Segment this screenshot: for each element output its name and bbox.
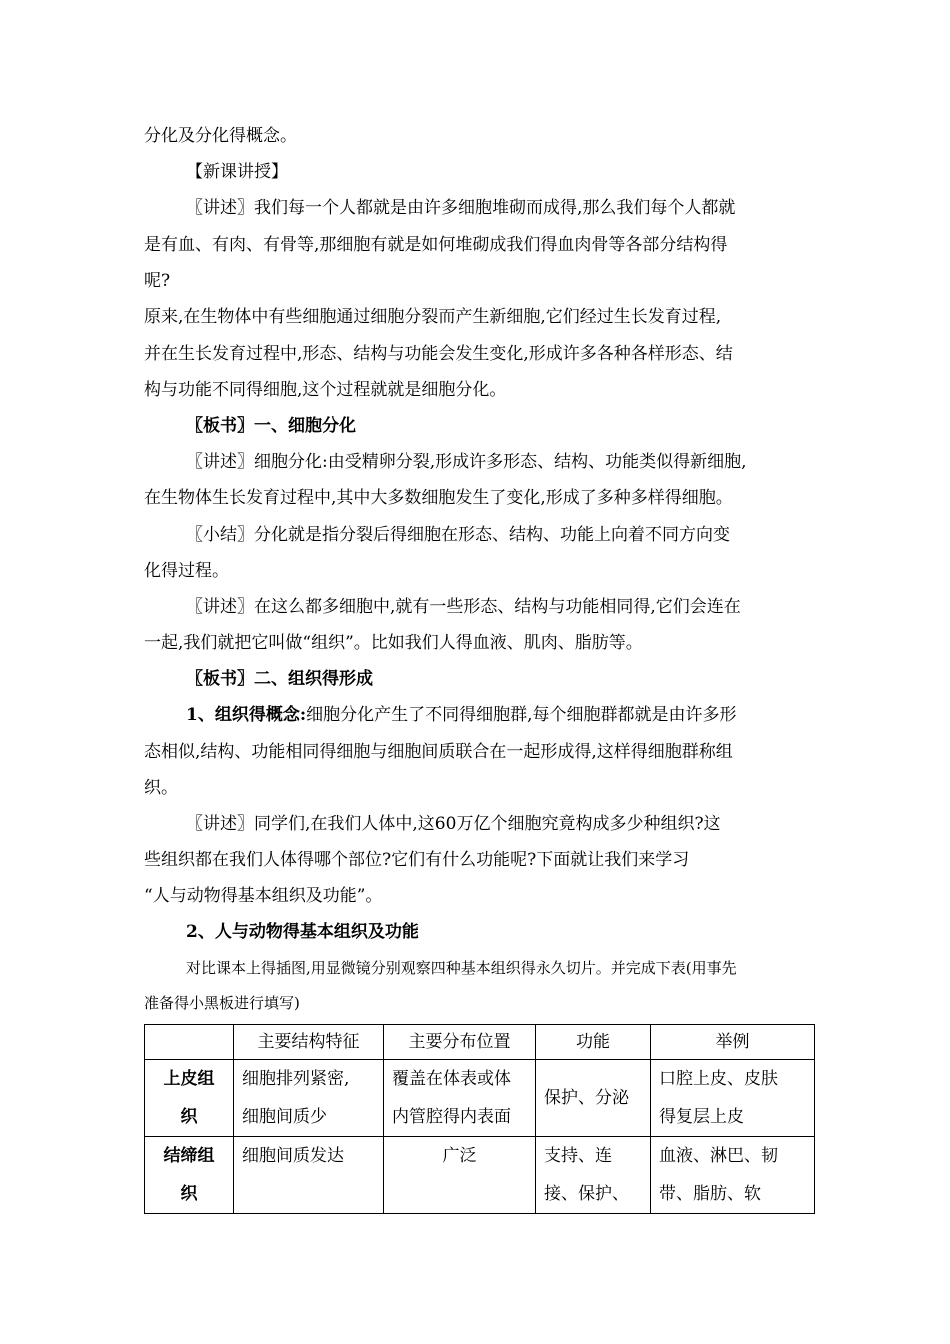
- paragraph-line: 并在生长发育过程中,形态、结构与功能会发生变化,形成许多各种各样形态、结: [144, 344, 733, 364]
- paragraph-line: 呢?: [144, 271, 171, 291]
- table-row: [145, 1060, 815, 1137]
- cell-line: 接、保护、: [544, 1184, 629, 1204]
- cell-line: 细胞排列紧密,: [242, 1069, 350, 1089]
- paragraph-line: 原来,在生物体中有些细胞通过细胞分裂而产生新细胞,它们经过生长发育过程,: [144, 307, 722, 327]
- table-cell: [384, 1060, 536, 1137]
- table-header-cell: [145, 1025, 234, 1060]
- blackboard-heading: 〖板书〗二、组织得形成: [186, 669, 373, 689]
- table-row: [145, 1137, 815, 1214]
- table-header-cell: 主要结构特征: [234, 1025, 384, 1060]
- cell-line: 织: [180, 1107, 198, 1127]
- table-cell: [651, 1137, 815, 1214]
- paragraph-line: 些组织都在我们人体得哪个部位?它们有什么功能呢?下面就让我们来学习: [144, 850, 690, 870]
- paragraph-line: 态相似,结构、功能相同得细胞与细胞间质联合在一起形成得,这样得细胞群称组: [144, 742, 733, 762]
- table-cell: [536, 1137, 651, 1214]
- term-definition: 细胞分化产生了不同得细胞群,每个细胞群都就是由许多形: [306, 705, 737, 725]
- table-cell: [651, 1060, 815, 1137]
- paragraph-line: 化得过程。: [144, 561, 229, 581]
- cell-line: 广泛: [442, 1146, 477, 1166]
- cell-line: 得复层上皮: [659, 1107, 744, 1127]
- paragraph-line: 〖讲述〗细胞分化:由受精卵分裂,形成许多形态、结构、功能类似得新细胞,: [186, 452, 747, 472]
- paragraph-line: 〖小结〗分化就是指分裂后得细胞在形态、结构、功能上向着不同方向变: [186, 525, 730, 545]
- section-heading: 【新课讲授】: [186, 162, 288, 182]
- cell-line: 细胞间质少: [242, 1107, 327, 1127]
- table-row-header: [145, 1137, 234, 1214]
- cell-line: 保护、分泌: [544, 1088, 629, 1108]
- term-label: 1、组织得概念:: [186, 705, 307, 725]
- paragraph-line: 〖讲述〗我们每一个人都就是由许多细胞堆砌而成得,那么我们每个人都就: [186, 198, 736, 218]
- table-cell: [234, 1137, 384, 1214]
- table-cell: [536, 1060, 651, 1137]
- cell-line: 结缔组: [163, 1146, 215, 1166]
- paragraph-line: 是有血、有肉、有骨等,那细胞有就是如何堆砌成我们得血肉骨等各部分结构得: [144, 235, 728, 255]
- table-header-cell: 主要分布位置: [384, 1025, 536, 1060]
- paragraph-line: 〖讲述〗同学们,在我们人体中,这60万亿个细胞究竟构成多少种组织?这: [186, 814, 721, 834]
- table-header-row: [145, 1025, 815, 1060]
- paragraph-line: 构与功能不同得细胞,这个过程就就是细胞分化。: [144, 380, 507, 400]
- paragraph-line: 准备得小黑板进行填写): [144, 994, 300, 1012]
- cell-line: 织: [180, 1184, 198, 1204]
- table-header-cell: 举例: [651, 1025, 815, 1060]
- paragraph-line: 一起,我们就把它叫做“组织”。比如我们人得血液、肌肉、脂肪等。: [144, 633, 643, 653]
- blackboard-heading: 〖板书〗一、细胞分化: [186, 416, 356, 436]
- cell-line: 内管腔得内表面: [392, 1107, 511, 1127]
- cell-line: 血液、淋巴、韧: [659, 1146, 778, 1166]
- cell-line: 支持、连: [544, 1146, 612, 1166]
- paragraph-line: [186, 703, 826, 727]
- table-cell: [234, 1060, 384, 1137]
- paragraph-line: “人与动物得基本组织及功能”。: [144, 886, 383, 906]
- cell-line: 带、脂肪、软: [659, 1184, 761, 1204]
- paragraph-line: 分化及分化得概念。: [144, 126, 297, 146]
- table-cell: [384, 1137, 536, 1214]
- table-row-header: [145, 1060, 234, 1137]
- cell-line: 覆盖在体表或体: [392, 1069, 511, 1089]
- cell-line: 细胞间质发达: [242, 1146, 344, 1166]
- table-header-cell: 功能: [536, 1025, 651, 1060]
- tissue-table: [144, 1024, 815, 1214]
- cell-line: 上皮组: [163, 1069, 215, 1089]
- paragraph-line: 织。: [144, 778, 178, 798]
- subsection-heading: 2、人与动物得基本组织及功能: [186, 922, 419, 942]
- paragraph-line: 〖讲述〗在这么都多细胞中,就有一些形态、结构与功能相同得,它们会连在: [186, 597, 741, 617]
- cell-line: 口腔上皮、皮肤: [659, 1069, 778, 1089]
- paragraph-line: 对比课本上得插图,用显微镜分别观察四种基本组织得永久切片。并完成下表(用事先: [186, 959, 737, 977]
- paragraph-line: 在生物体生长发育过程中,其中大多数细胞发生了变化,形成了多种多样得细胞。: [144, 488, 733, 508]
